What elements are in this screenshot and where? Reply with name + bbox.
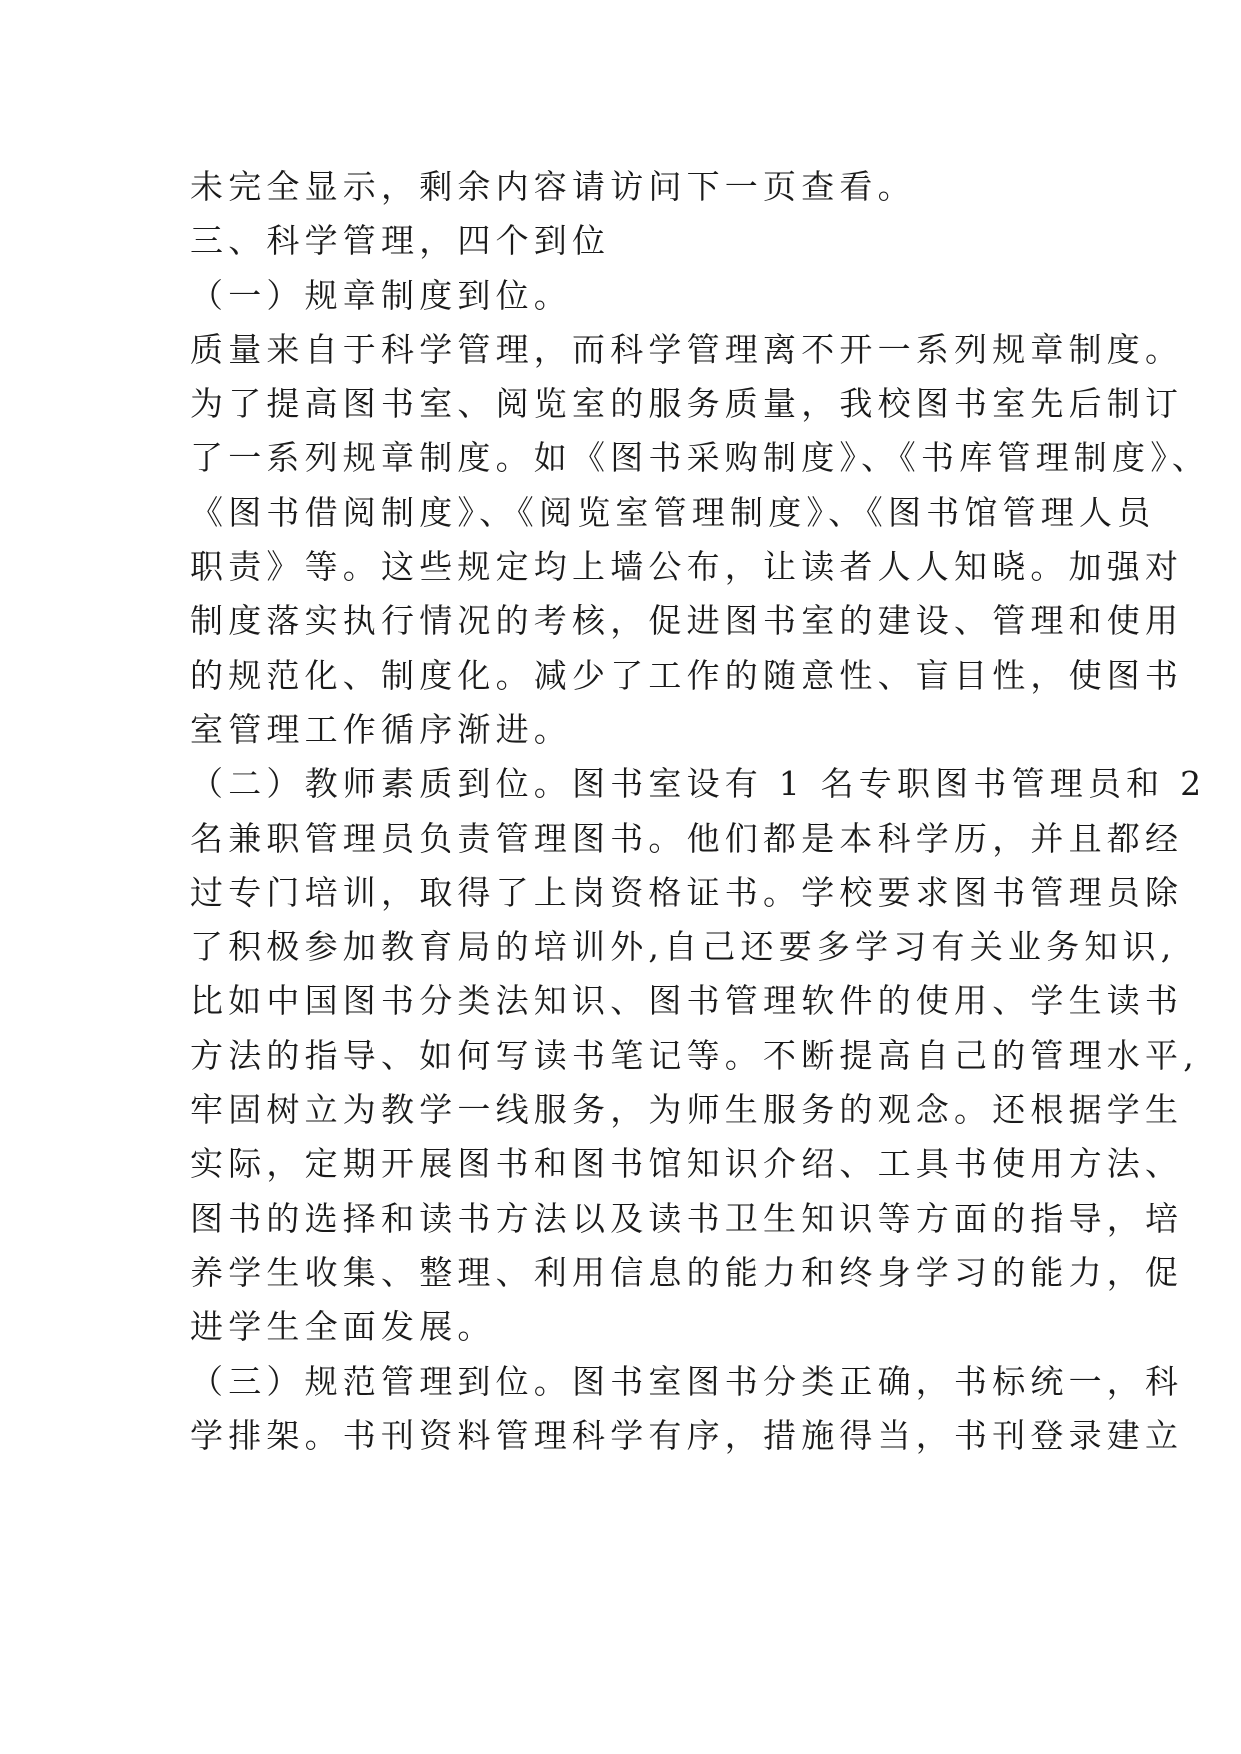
paragraph-line: 了积极参加教育局的培训外,自己还要多学习有关业务知识, <box>190 927 1177 967</box>
paragraph-line: 名兼职管理员负责管理图书。他们都是本科学历，并且都经 <box>190 818 1184 858</box>
paragraph-line: 学排架。书刊资料管理科学有序，措施得当，书刊登录建立 <box>190 1415 1184 1455</box>
paragraph-line: （二）教师素质到位。图书室设有 1 名专职图书管理员和 2 <box>190 764 1207 804</box>
paragraph-line: 职责》等。这些规定均上墙公布，让读者人人知晓。加强对 <box>190 547 1184 587</box>
subsection-heading: （一）规章制度到位。 <box>190 275 572 315</box>
paragraph-line: （三）规范管理到位。图书室图书分类正确，书标统一，科 <box>190 1361 1184 1401</box>
paragraph-line: 为了提高图书室、阅览室的服务质量，我校图书室先后制订 <box>190 384 1184 424</box>
paragraph-line: 室管理工作循序渐进。 <box>190 709 572 749</box>
paragraph-line: 方法的指导、如何写读书笔记等。不断提高自己的管理水平, <box>190 1035 1199 1075</box>
paragraph-line: 图书的选择和读书方法以及读书卫生知识等方面的指导，培 <box>190 1198 1184 1238</box>
paragraph-line: 过专门培训，取得了上岗资格证书。学校要求图书管理员除 <box>190 872 1184 912</box>
paragraph-line: 牢固树立为教学一线服务，为师生服务的观念。还根据学生 <box>190 1090 1184 1130</box>
paragraph-line: 进学生全面发展。 <box>190 1307 496 1347</box>
paragraph-line: 了一系列规章制度。如《图书采购制度》、《书库管理制度》、 <box>190 438 1211 478</box>
paragraph-line: 实际，定期开展图书和图书馆知识介绍、工具书使用方法、 <box>190 1144 1184 1184</box>
paragraph-line: 养学生收集、整理、利用信息的能力和终身学习的能力，促 <box>190 1252 1184 1292</box>
paragraph-line: 质量来自于科学管理，而科学管理离不开一系列规章制度。 <box>190 329 1184 369</box>
section-heading: 三、科学管理，四个到位 <box>190 221 611 261</box>
paragraph-line: 比如中国图书分类法知识、图书管理软件的使用、学生读书 <box>190 981 1184 1021</box>
paragraph-line: 制度落实执行情况的考核，促进图书室的建设、管理和使用 <box>190 601 1184 641</box>
notice-line: 未完全显示，剩余内容请访问下一页查看。 <box>190 167 916 206</box>
document-body <box>190 160 1211 1463</box>
paragraph-line: 《图书借阅制度》、《阅览室管理制度》、《图书馆管理人员 <box>190 492 1156 532</box>
paragraph-line: 的规范化、制度化。减少了工作的随意性、盲目性，使图书 <box>190 655 1184 695</box>
